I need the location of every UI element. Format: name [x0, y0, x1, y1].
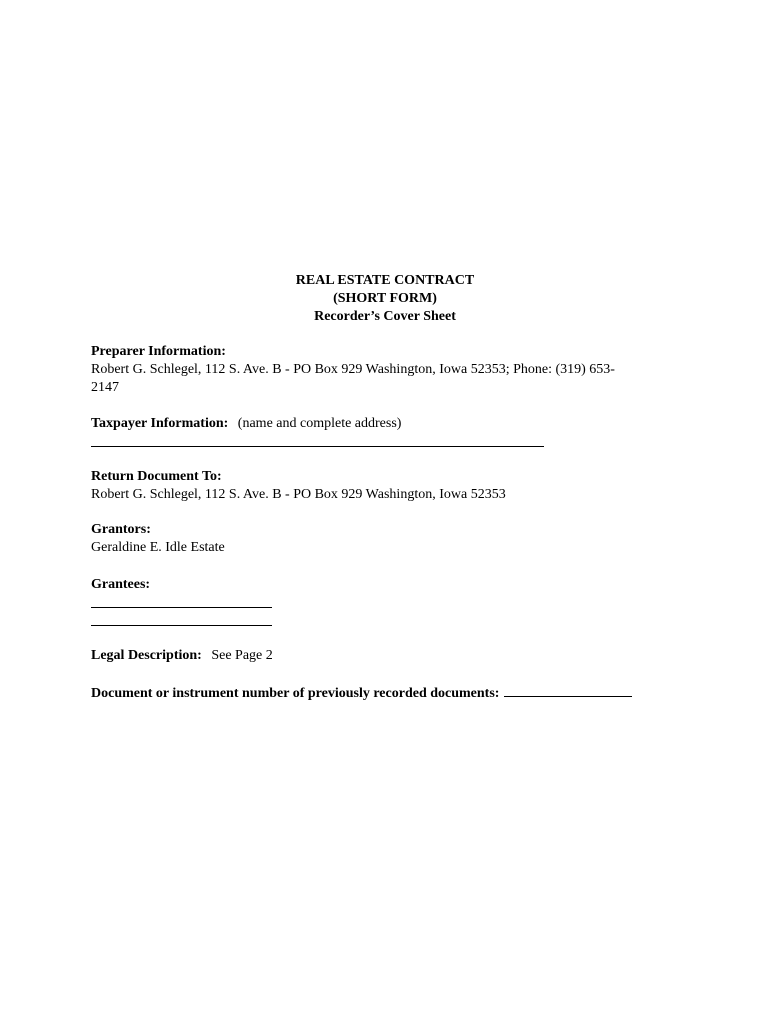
- previous-docs-section: [91, 683, 691, 703]
- preparer-label: Preparer Information:: [91, 344, 226, 359]
- legal-description-label: Legal Description:: [91, 648, 202, 663]
- taxpayer-section: [91, 415, 671, 433]
- grantees-section: [91, 576, 671, 594]
- preparer-section: [91, 343, 671, 397]
- grantees-label: Grantees:: [91, 577, 151, 592]
- taxpayer-note: (name and complete address): [237, 416, 402, 431]
- grantors-label: Grantors:: [91, 522, 151, 537]
- return-to-value: Robert G. Schlegel, 112 S. Ave. B - PO Box 929 Washington, Iowa 52353: [91, 487, 506, 502]
- grantee-blank-line-2: [91, 625, 272, 626]
- preparer-line-1: Robert G. Schlegel, 112 S. Ave. B - PO Box 929 Washington, Iowa 52353; Phone: (319) 653-: [91, 362, 615, 377]
- title-line-1: REAL ESTATE CONTRACT: [295, 273, 475, 288]
- legal-description-section: [91, 647, 671, 665]
- taxpayer-label: Taxpayer Information:: [91, 416, 229, 431]
- grantors-value: Geraldine E. Idle Estate: [91, 540, 225, 555]
- preparer-line-2: 2147: [91, 380, 119, 395]
- taxpayer-heading: [91, 415, 671, 433]
- grantee-blank-line-1: [91, 607, 272, 608]
- taxpayer-blank-line: [91, 446, 544, 447]
- return-to-section: [91, 468, 671, 504]
- document-title: [0, 272, 770, 326]
- grantors-section: [91, 521, 671, 557]
- previous-docs-label: Document or instrument number of previously recorded documents:: [91, 686, 500, 701]
- title-line-2: (SHORT FORM): [333, 291, 437, 306]
- return-to-label: Return Document To:: [91, 469, 222, 484]
- legal-description-value: See Page 2: [211, 648, 273, 663]
- previous-docs-blank-line: [504, 683, 632, 697]
- title-line-3: Recorder’s Cover Sheet: [314, 309, 456, 324]
